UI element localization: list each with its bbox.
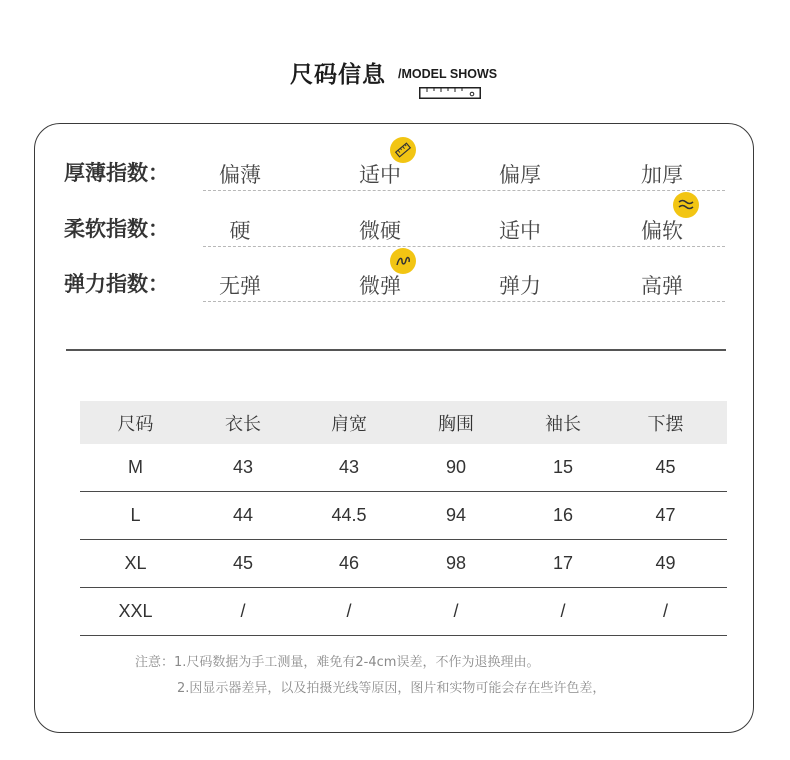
elasticity-index-label: 弹力指数： bbox=[64, 272, 169, 296]
ruler-icon bbox=[419, 87, 481, 99]
table-header-cell: 下摆 bbox=[647, 413, 684, 435]
note-line-1: 注意：1.尺码数据为手工测量，难免有2-4cm误差，不作为退换理由。 bbox=[135, 655, 540, 670]
table-cell: 46 bbox=[338, 553, 360, 573]
table-header-row bbox=[80, 401, 727, 444]
table-cell: / bbox=[346, 601, 352, 621]
index-option: 无弹 bbox=[219, 274, 261, 298]
size-table bbox=[80, 401, 727, 636]
table-row bbox=[80, 492, 727, 540]
index-option: 加厚 bbox=[641, 163, 683, 187]
table-cell: 15 bbox=[552, 457, 574, 477]
table-row bbox=[80, 588, 727, 636]
index-option: 弹力 bbox=[499, 274, 541, 298]
index-option-selected: 微弹 bbox=[359, 274, 401, 298]
table-cell: / bbox=[560, 601, 566, 621]
table-cell: 43 bbox=[232, 457, 254, 477]
page-title: 尺码信息 bbox=[290, 62, 386, 88]
table-cell: 98 bbox=[445, 553, 467, 573]
index-option-selected: 适中 bbox=[359, 163, 401, 187]
table-cell: / bbox=[662, 601, 668, 621]
table-cell: XXL bbox=[118, 601, 153, 621]
index-option: 高弹 bbox=[641, 274, 683, 298]
table-header-cell: 袖长 bbox=[545, 413, 581, 435]
index-option-selected: 偏软 bbox=[641, 219, 683, 243]
dashed-divider bbox=[203, 301, 725, 302]
table-row bbox=[80, 540, 727, 588]
table-cell: 47 bbox=[655, 505, 676, 525]
table-cell: 45 bbox=[655, 457, 676, 477]
table-cell: / bbox=[453, 601, 459, 621]
note-line-2: 2.因显示器差异，以及拍摄光线等原因，图片和实物可能会存在些许色差， bbox=[177, 681, 606, 696]
dashed-divider bbox=[203, 246, 725, 247]
spring-badge-icon bbox=[390, 248, 416, 274]
table-header-cell: 衣长 bbox=[225, 413, 261, 435]
dashed-divider bbox=[203, 190, 725, 191]
page-header bbox=[0, 56, 790, 106]
index-option: 偏厚 bbox=[499, 163, 541, 187]
softness-index-label: 柔软指数： bbox=[64, 217, 169, 241]
thickness-index-label: 厚薄指数： bbox=[64, 161, 169, 185]
section-divider bbox=[66, 349, 726, 351]
softness-index-row bbox=[0, 209, 790, 249]
table-header-cell: 肩宽 bbox=[331, 413, 367, 435]
table-cell: 17 bbox=[552, 553, 574, 573]
index-option: 偏薄 bbox=[219, 163, 261, 187]
table-cell: 43 bbox=[338, 457, 360, 477]
index-option: 微硬 bbox=[359, 219, 401, 243]
page-subtitle: /MODEL SHOWS bbox=[398, 67, 498, 81]
index-option: 硬 bbox=[229, 219, 251, 243]
table-header-cell: 胸围 bbox=[438, 413, 474, 435]
ruler-badge-icon bbox=[390, 137, 416, 163]
table-cell: 45 bbox=[232, 553, 254, 573]
table-cell: 44.5 bbox=[331, 505, 367, 525]
table-cell: 16 bbox=[552, 505, 574, 525]
table-cell: / bbox=[240, 601, 246, 621]
table-row bbox=[80, 444, 727, 492]
table-header-cell: 尺码 bbox=[117, 413, 154, 435]
table-cell: L bbox=[130, 505, 141, 525]
table-cell: 44 bbox=[232, 505, 254, 525]
table-cell: 49 bbox=[655, 553, 676, 573]
index-option: 适中 bbox=[499, 219, 541, 243]
table-cell: 94 bbox=[445, 505, 467, 525]
table-cell: XL bbox=[124, 553, 147, 573]
table-cell: M bbox=[128, 457, 143, 477]
wave-badge-icon bbox=[673, 192, 699, 218]
table-cell: 90 bbox=[445, 457, 467, 477]
